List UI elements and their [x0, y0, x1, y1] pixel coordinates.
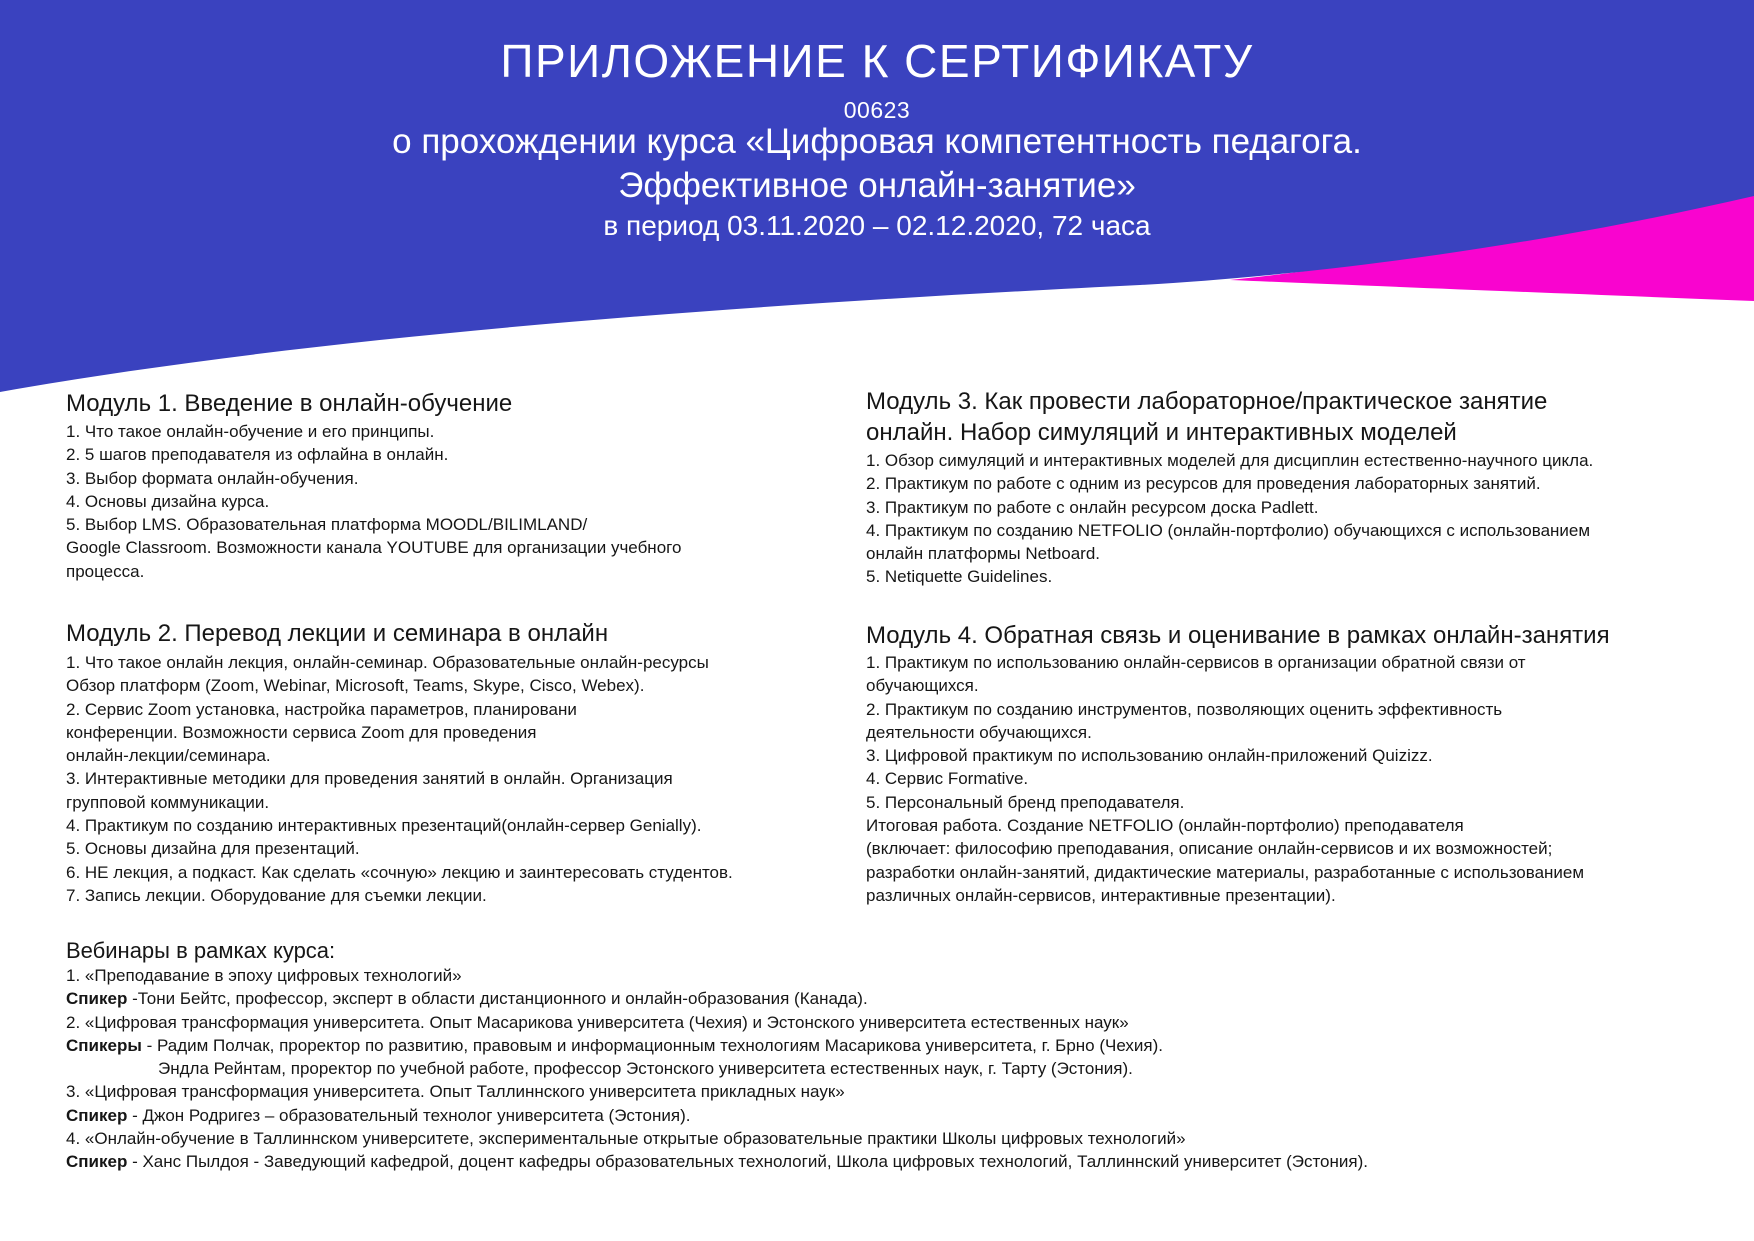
module-list-line: 3. Выбор формата онлайн-обучения.	[66, 468, 359, 488]
module-list-line: различных онлайн-сервисов, интерактивные презентации).	[866, 885, 1336, 905]
webinar-line-text: - Ханс Пылдоя - Заведующий кафедрой, доцент кафедры образовательных технологий, Школа цифровых технологий, Таллиннский университет (Эстония).	[127, 1152, 1368, 1172]
module-list-line: онлайн платформы Netboard.	[866, 544, 1100, 564]
module-2-list	[66, 651, 826, 907]
webinars-list	[66, 964, 1706, 1174]
webinar-line	[66, 1104, 1706, 1127]
module-list-line: 4. Сервис Formative.	[866, 769, 1029, 789]
module-list-line: 4. Основы дизайна курса.	[66, 491, 270, 511]
module-list-line: (включает: философию преподавания, описание онлайн-сервисов и их возможностей;	[866, 839, 1553, 859]
speaker-label: Спикер	[66, 1105, 128, 1125]
module-list-line: разработки онлайн-занятий, дидактические материалы, разработанные с использованием	[866, 862, 1585, 882]
module-list-line: 4. Практикум по созданию интерактивных презентаций(онлайн-сервер Genially).	[66, 816, 702, 836]
module-list-line: 5. Персональный бренд преподавателя.	[866, 792, 1185, 812]
module-list-line: 2. Практикум по созданию инструментов, позволяющих оценить эффективность	[866, 699, 1503, 719]
module-title-line: онлайн. Набор симуляций и интерактивных моделей	[866, 419, 1457, 446]
webinar-line-text: -Тони Бейтс, профессор, эксперт в области дистанционного и онлайн-образования (Канада).	[127, 989, 868, 1009]
webinar-line-text: - Джон Родригез – образовательный технолог университета (Эстония).	[127, 1105, 691, 1125]
module-list-line: 7. Запись лекции. Оборудование для съемки лекции.	[66, 885, 487, 905]
module-list-line: 2. Практикум по работе с одним из ресурсов для проведения лабораторных занятий.	[866, 474, 1541, 494]
module-list-line: групповой коммуникации.	[66, 792, 270, 812]
webinar-line-text: 4. «Онлайн-обучение в Таллиннском университете, экспериментальные открытые образовательные практики Школы цифровых технологий»	[66, 1129, 1186, 1149]
speaker-label: Спикер	[66, 989, 128, 1009]
module-4-title	[866, 620, 1610, 651]
module-list-line: Итоговая работа. Создание NETFOLIO (онлайн-портфолио) преподавателя	[866, 816, 1464, 836]
module-list-line: 1. Практикум по использованию онлайн-сервисов в организации обратной связи от	[866, 653, 1526, 672]
module-list-line: 3. Интерактивные методики для проведения занятий в онлайн. Организация	[66, 769, 673, 789]
module-3-list	[866, 449, 1726, 589]
page-title: ПРИЛОЖЕНИЕ К СЕРТИФИКАТУ	[500, 35, 1254, 87]
module-title-line: Модуль 3. Как провести лабораторное/практическое занятие	[866, 388, 1548, 415]
module-list-line: 1. Что такое онлайн лекция, онлайн-семинар. Образовательные онлайн-ресурсы	[66, 653, 709, 672]
webinar-line-text: - Радим Полчак, проректор по развитию, правовым и информационным технологиям Масарикова университета, г. Брно (Чехия).	[141, 1035, 1164, 1055]
module-list-line: 5. Выбор LMS. Образовательная платформа MOODL/BILIMLAND/	[66, 515, 588, 535]
webinar-line-text: Эндла Рейнтам, проректор по учебной работе, профессор Эстонского университета естественных наук, г. Тарту (Эстония).	[158, 1059, 1133, 1079]
webinar-line	[66, 1080, 1706, 1103]
webinar-line	[66, 1127, 1706, 1150]
module-1-title	[66, 388, 512, 419]
module-list-line: онлайн-лекции/семинара.	[66, 746, 271, 766]
webinar-line-text: 3. «Цифровая трансформация университета. Опыт Таллиннского университета прикладных наук»	[66, 1082, 845, 1102]
webinar-line	[66, 964, 1706, 987]
course-title-line-2: Эффективное онлайн-занятие»	[618, 166, 1136, 205]
webinar-line	[66, 1011, 1706, 1034]
webinar-line	[66, 1034, 1706, 1057]
module-list-line: обучающихся.	[866, 676, 979, 696]
module-list-line: Обзор платформ (Zoom, Webinar, Microsoft, Teams, Skype, Cisco, Webex).	[66, 676, 645, 696]
module-list-line: 3. Цифровой практикум по использованию онлайн-приложений Quizizz.	[866, 746, 1433, 766]
module-list-line: 1. Обзор симуляций и интерактивных моделей для дисциплин естественно-научного цикла.	[866, 451, 1594, 470]
module-3-title	[866, 386, 1547, 448]
module-2-title	[66, 618, 608, 649]
webinar-line	[66, 1057, 1706, 1080]
module-list-line: процесса.	[66, 561, 145, 581]
module-list-line: 6. НЕ лекция, а подкаст. Как сделать «сочную» лекцию и заинтересовать студентов.	[66, 862, 733, 882]
course-title-line-1: о прохождении курса «Цифровая компетентность педагога.	[392, 122, 1362, 161]
webinar-line-text: 2. «Цифровая трансформация университета. Опыт Масарикова университета (Чехия) и Эстонского университета естественных наук»	[66, 1012, 1129, 1032]
module-list-line: 5. Основы дизайна для презентаций.	[66, 839, 360, 859]
module-title-line: Модуль 4. Обратная связь и оценивание в рамках онлайн-занятия	[866, 622, 1610, 649]
webinars-title: Вебинары в рамках курса:	[66, 938, 336, 963]
speaker-label: Спикер	[66, 1152, 128, 1172]
module-1-list	[66, 420, 811, 583]
module-list-line: 2. Сервис Zoom установка, настройка параметров, планировани	[66, 699, 577, 719]
module-list-line: 3. Практикум по работе с онлайн ресурсом доска Padlett.	[866, 497, 1319, 517]
speaker-label: Спикеры	[66, 1035, 142, 1055]
webinar-line	[66, 987, 1706, 1010]
certificate-number: 00623	[843, 97, 911, 123]
module-title-line: Модуль 2. Перевод лекции и семинара в онлайн	[66, 620, 609, 647]
module-list-line: 2. 5 шагов преподавателя из офлайна в онлайн.	[66, 445, 449, 465]
module-list-line: конференции. Возможности сервиса Zoom для проведения	[66, 722, 537, 742]
module-list-line: Google Classroom. Возможности канала YOUTUBE для организации учебного	[66, 538, 682, 558]
module-list-line: 4. Практикум по созданию NETFOLIO (онлайн-портфолио) обучающихся с использованием	[866, 520, 1591, 540]
webinar-line	[66, 1150, 1706, 1173]
module-title-line: Модуль 1. Введение в онлайн-обучение	[66, 390, 513, 417]
webinar-line-text: 1. «Преподавание в эпоху цифровых технологий»	[66, 966, 462, 985]
module-list-line: 1. Что такое онлайн-обучение и его принципы.	[66, 422, 435, 441]
module-4-list	[866, 651, 1726, 907]
module-list-line: 5. Netiquette Guidelines.	[866, 567, 1053, 587]
module-list-line: деятельности обучающихся.	[866, 722, 1092, 742]
course-period: в период 03.11.2020 – 02.12.2020, 72 часа	[603, 210, 1151, 241]
